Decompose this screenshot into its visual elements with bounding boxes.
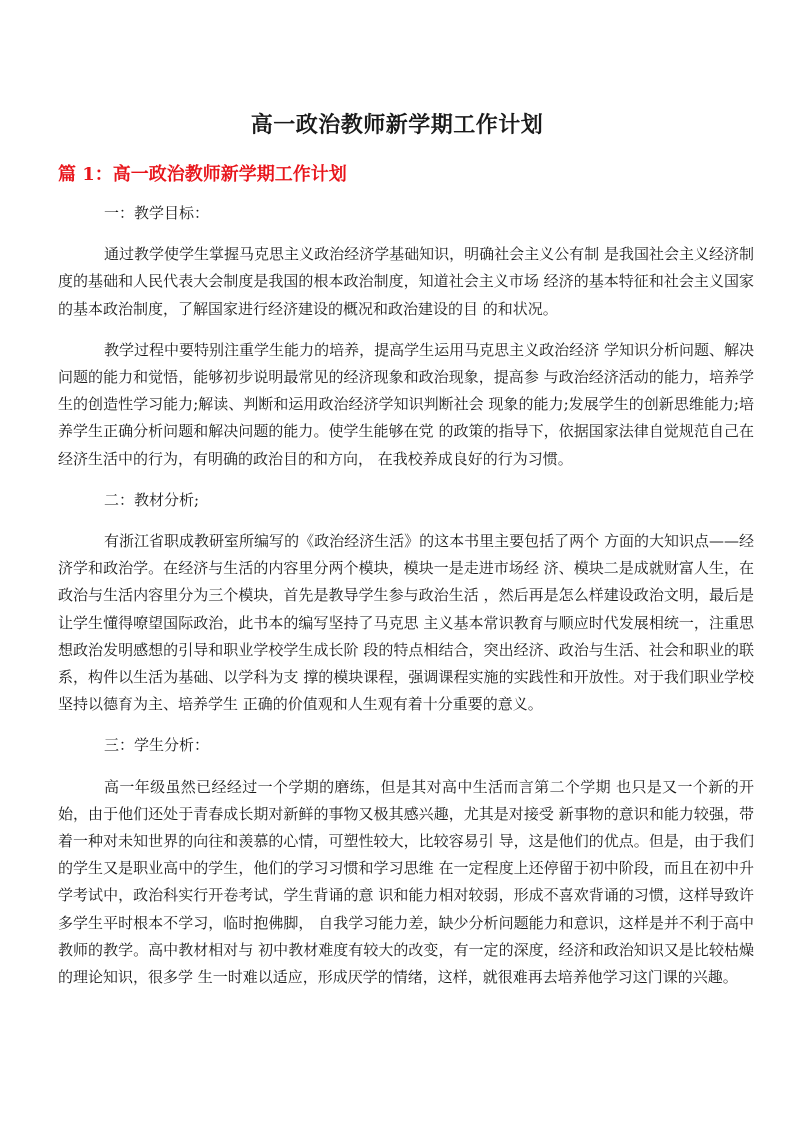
- paragraph: 有浙江省职成教研室所编写的《政治经济生活》的这本书里主要包括了两个 方面的大知识点——经济学和政治学。在经济与生活的内容里分两个模块，模块一是走进市场经 济、模块二是成就财富人生，在政治与生活内容里分为三个模块，首先是教导学生参与政治生活 ，然后再是怎么样建设政治文明，最后是让学生懂得嘹望国际政治，此书本的编写坚持了马克思 主义基本常识教育与顺应时代发展相统一，注重思想政治发明感想的引导和职业学校学生成长阶 段的特点相结合，突出经济、政治与生活、社会和职业的联系，构件以生活为基础、以学科为支 撑的模块课程，强调课程实施的实践性和开放性。对于我们职业学校坚持以德育为主、培养学生 正确的价值观和人生观有着十分重要的意义。: [58, 532, 754, 714]
- paragraph: 教学过程中要特别注重学生能力的培养，提高学生运用马克思主义政治经济 学知识分析问题、解决问题的能力和觉悟，能够初步说明最常见的经济现象和政治现象，提高参 与政治经济活动的能力，培养学生的创造性学习能力;解读、判断和运用政治经济学知识判断社会 现象的能力;发展学生的创新思维能力;培养学生正确分析问题和解决问题的能力。使学生能够在党 的政策的指导下，依据国家法律自觉规范自己在经济生活中的行为，有明确的政治目的和方向， 在我校养成良好的行为习惯。: [58, 340, 754, 468]
- section-heading: 二：教材分析;: [104, 490, 200, 509]
- document-title: 高一政治教师新学期工作计划: [250, 112, 544, 138]
- chapter-title: 篇 1：高一政治教师新学期工作计划: [58, 164, 347, 185]
- section-teaching-goals: [58, 200, 754, 473]
- section-heading: 三：学生分析：: [104, 736, 210, 755]
- document-body: [58, 200, 754, 1005]
- paragraph: 通过教学使学生掌握马克思主义政治经济学基础知识，明确社会主义公有制 是我国社会主义经济制度的基础和人民代表大会制度是我国的根本政治制度，知道社会主义市场 经济的基本特征和社会主义国家的基本政治制度，了解国家进行经济建设的概况和政治建设的目 的和状况。: [58, 245, 754, 318]
- section-textbook-analysis: [58, 487, 754, 719]
- section-heading: 一：教学目标：: [104, 204, 210, 222]
- section-student-analysis: [58, 732, 754, 991]
- paragraph: 高一年级虽然已经经过一个学期的磨练，但是其对高中生活而言第二个学期 也只是又一个新的开始，由于他们还处于青春成长期对新鲜的事物又极其感兴趣，尤其是对接受 新事物的意识和能力较强，带着一种对未知世界的向往和羡慕的心情，可塑性较大，比较容易引 导，这是他们的优点。但是，由于我们的学生又是职业高中的学生，他们的学习习惯和学习思维 在一定程度上还停留于初中阶段，而且在初中升学考试中，政治科实行开卷考试，学生背诵的意 识和能力相对较弱，形成不喜欢背诵的习惯，这样导致许多学生平时根本不学习，临时抱佛脚， 自我学习能力差，缺少分析问题能力和意识，这样是并不利于高中教师的教学。高中教材相对与 初中教材难度有较大的改变，有一定的深度，经济和政治知识又是比较枯燥的理论知识，很多学 生一时难以适应，形成厌学的情绪，这样，就很难再去培养他学习这门课的兴趣。: [58, 777, 754, 987]
